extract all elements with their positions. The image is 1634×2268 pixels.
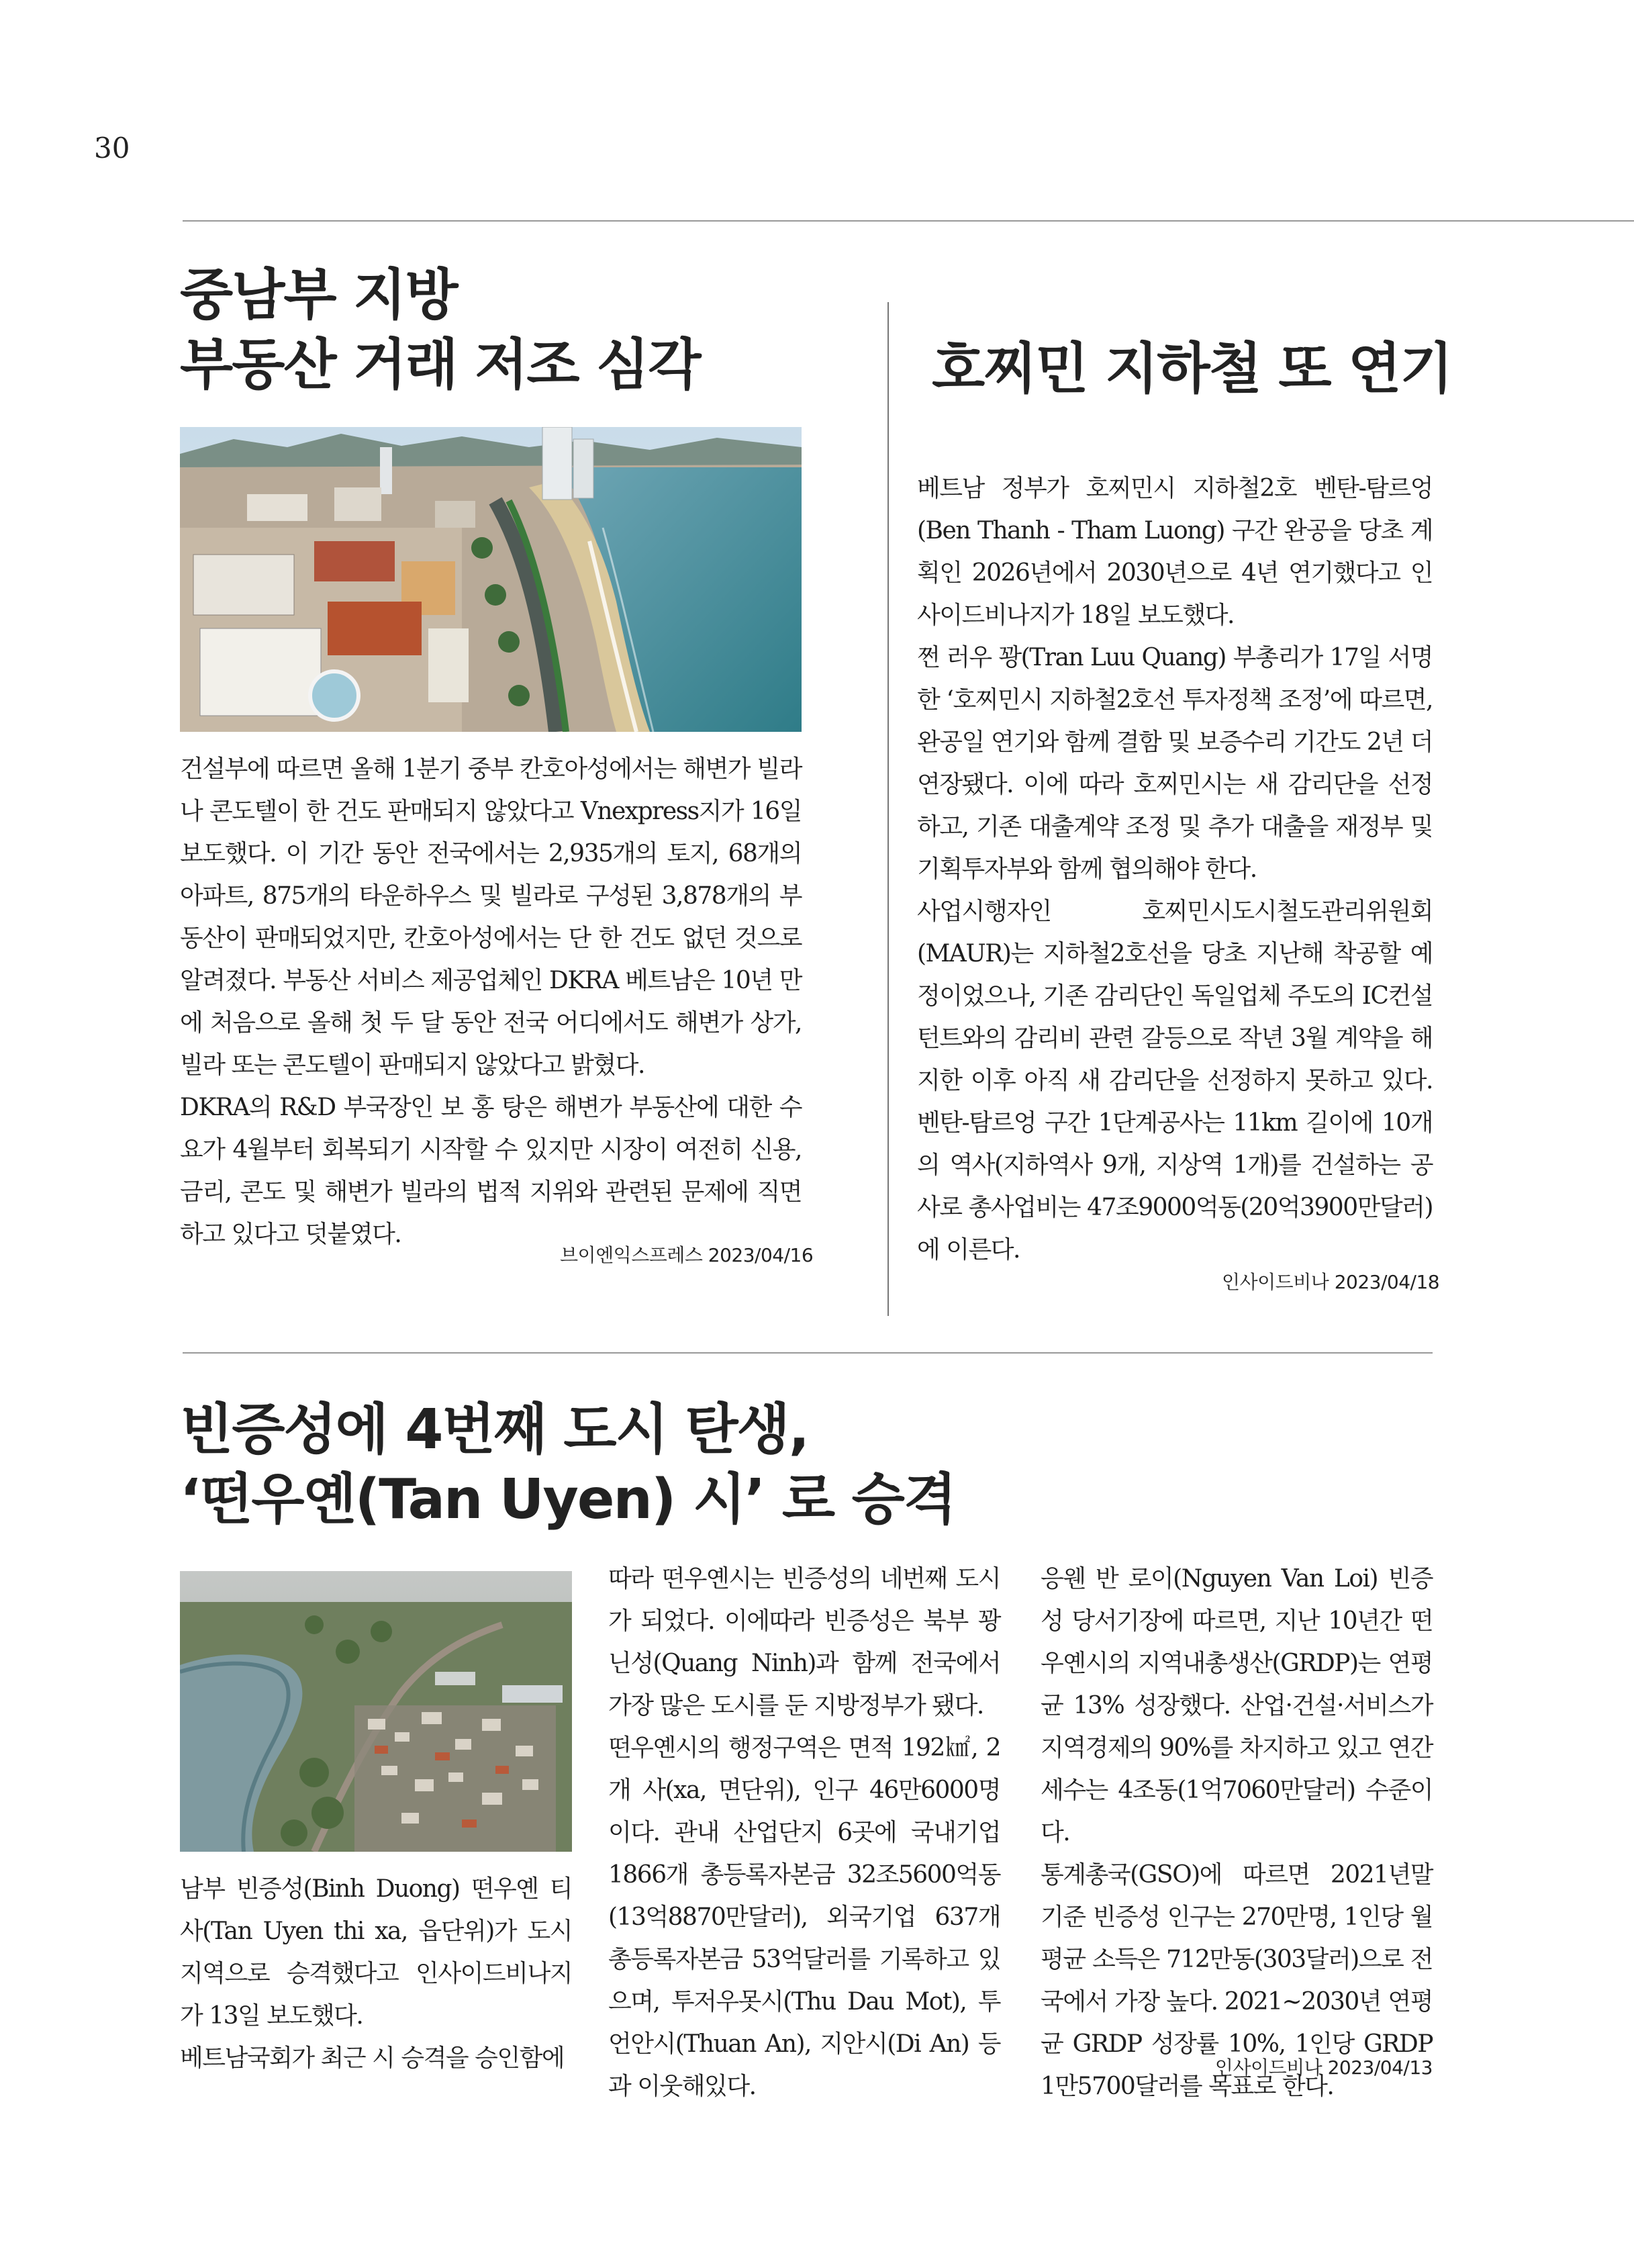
- article2-paragraph: 사업시행자인 호찌민시도시철도관리위원회(MAUR)는 지하철2호선을 당초 지난해 착공할 예정이었으나, 기존 감리단인 독일업체 주도의 IC컨설턴트와의 감리비 관련 갈등으로 작년 3월 계약을 해지한 이후 아직 새 감리단을 선정하지 못하고 있다. 벤탄-탐르엉 구간 1단계공사는 11km 길이에 10개의 역사(지하역사 9개, 지상역 1개)를 건설하는 공사로 총사업비는 47조9000억동(20억3900만달러)에 이른다.: [917, 898, 1433, 1264]
- article1-source: 브이엔익스프레스 2023/04/16: [560, 1244, 814, 1266]
- aerial-town-river-photo-icon: [180, 1571, 572, 1852]
- article3-paragraph: 베트남국회가 최근 시 승격을 승인함에: [180, 2044, 565, 2072]
- column-divider: [887, 302, 889, 1316]
- article2-paragraph: 베트남 정부가 호찌민시 지하철2호 벤탄-탐르엉(Ben Thanh - Tham Luong) 구간 완공을 당초 계획인 2026년에서 2030년으로 4년 연기했다고 인사이드비나지가 18일 보도했다.: [917, 475, 1433, 629]
- coastal-city-beach-photo-icon: [180, 427, 802, 732]
- article3-photo: [180, 1571, 572, 1852]
- article3-headline: [180, 1395, 1187, 1535]
- article1-photo: [180, 427, 802, 732]
- article1-body: [180, 748, 802, 1256]
- article3-column3: [1041, 1558, 1433, 2108]
- article3-paragraph: 떤우옌시의 행정구역은 면적 192㎢, 2개 사(xa, 면단위), 인구 46만6000명이다. 관내 산업단지 6곳에 국내기업 1866개 총등록자본금 32조5600억동(13억8870만달러), 외국기업 637개 총등록자본금 53억달러를 기록하고 있으며, 투저우못시(Thu Dau Mot), 투언안시(Thuan An), 지안시(Di An) 등과 이웃해있다.: [608, 1734, 1000, 2100]
- article1-headline-line2: 부동산 거래 저조 심각: [180, 333, 700, 397]
- section-divider: [183, 1352, 1433, 1354]
- top-rule: [183, 220, 1608, 222]
- article3-paragraph: 남부 빈증성(Binh Duong) 떤우옌 티사(Tan Uyen thi xa, 읍단위)가 도시지역으로 승격했다고 인사이드비나지가 13일 보도했다.: [180, 1875, 572, 2030]
- page-number: 30: [94, 132, 130, 164]
- article1-headline-line1: 중남부 지방: [180, 263, 457, 327]
- article1-paragraph: 건설부에 따르면 올해 1분기 중부 칸호아성에서는 해변가 빌라나 콘도텔이 한 건도 판매되지 않았다고 Vnexpress지가 16일 보도했다. 이 기간 동안 전국에서는 2,935개의 토지, 68개의 아파트, 875개의 타운하우스 및 빌라로 구성된 3,878개의 부동산이 판매되었지만, 칸호아성에서는 단 한 건도 없던 것으로 알려졌다. 부동산 서비스 제공업체인 DKRA 베트남은 10년 만에 처음으로 올해 첫 두 달 동안 전국 어디에서도 해변가 상가, 빌라 또는 콘도텔이 판매되지 않았다고 밝혔다.: [180, 755, 802, 1079]
- article3-headline-line2: ‘떤우옌(Tan Uyen) 시’ 로 승격: [180, 1468, 956, 1531]
- article1-headline: [180, 261, 851, 400]
- article3-paragraph: 따라 떤우옌시는 빈증성의 네번째 도시가 되었다. 이에따라 빈증성은 북부 꽝닌성(Quang Ninh)과 함께 전국에서 가장 많은 도시를 둔 지방정부가 됐다.: [608, 1565, 1000, 1719]
- article3-paragraph: 통계총국(GSO)에 따르면 2021년말 기준 빈증성 인구는 270만명, 1인당 월평균 소득은 712만동(303달러)으로 전국에서 가장 높다. 2021~2030년 연평균 GRDP 성장률 10%, 1인당 GRDP 1만5700달러를 목표로 한다.: [1041, 1861, 1433, 2100]
- article1-paragraph: DKRA의 R&D 부국장인 보 홍 탕은 해변가 부동산에 대한 수요가 4월부터 회복되기 시작할 수 있지만 시장이 여전히 신용, 금리, 콘도 및 해변가 빌라의 법적 지위와 관련된 문제에 직면하고 있다고 덧붙였다.: [180, 1094, 802, 1248]
- article3-paragraph: 응웬 반 로이(Nguyen Van Loi) 빈증성 당서기장에 따르면, 지난 10년간 떤우옌시의 지역내총생산(GRDP)는 연평균 13% 성장했다. 산업·건설·서비스가 지역경제의 90%를 차지하고 있고 연간 세수는 4조동(1억7060만달러) 수준이다.: [1041, 1565, 1433, 1846]
- article2-headline: 호찌민 지하철 또 연기: [932, 337, 1452, 401]
- article3-column1: [180, 1868, 572, 2079]
- article3-headline-line1: 빈증성에 4번째 도시 탄생,: [180, 1398, 808, 1462]
- article2-source: 인사이드비나 2023/04/18: [1222, 1271, 1440, 1293]
- top-rule-tick: [1608, 220, 1634, 222]
- article3-source: 인사이드비나 2023/04/13: [1214, 2057, 1433, 2079]
- article3-column2: [608, 1558, 1000, 2108]
- article2-paragraph: 쩐 러우 꽝(Tran Luu Quang) 부총리가 17일 서명한 ‘호찌민시 지하철2호선 투자정책 조정’에 따르면, 완공일 연기와 함께 결함 및 보증수리 기간도 2년 더 연장됐다. 이에 따라 호찌민시는 새 감리단을 선정하고, 기존 대출계약 조정 및 추가 대출을 재정부 및 기획투자부와 함께 협의해야 한다.: [917, 644, 1433, 883]
- article2-body: [917, 467, 1433, 1271]
